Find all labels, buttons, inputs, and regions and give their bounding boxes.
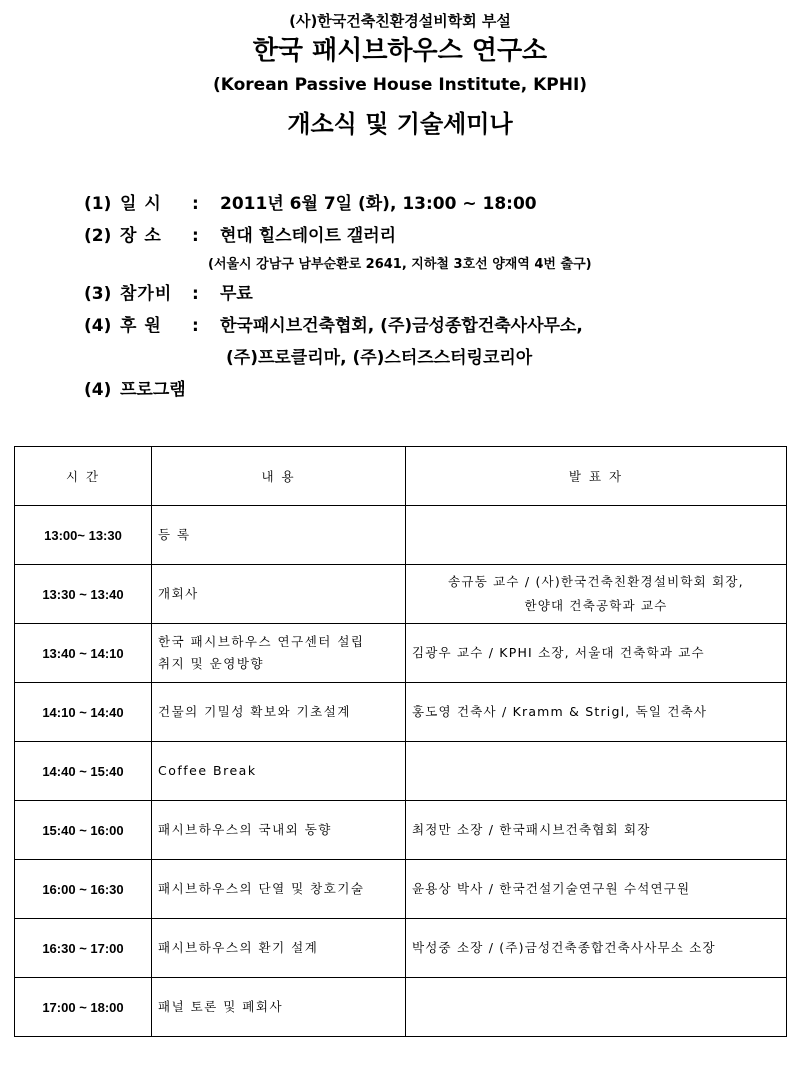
content-line-2: 취지 및 운영방향 [158, 656, 264, 671]
header-time: 시 간 [15, 447, 152, 506]
cell-content: Coffee Break [152, 742, 406, 801]
cell-speaker [406, 742, 787, 801]
info-label: 일 시 [120, 194, 162, 214]
organization-line: (사)한국건축친환경설비학회 부설 [289, 12, 511, 30]
table-row [15, 683, 787, 742]
table-row [15, 978, 787, 1037]
info-label: 후 원 [120, 316, 162, 336]
cell-speaker: 박성중 소장 / (주)금성건축종합건축사사무소 소장 [406, 919, 787, 978]
info-number: (1) [84, 194, 112, 214]
cell-content: 건물의 기밀성 확보와 기초설계 [152, 683, 406, 742]
table-row [15, 801, 787, 860]
table-row [15, 919, 787, 978]
info-value: 2011년 6월 7일 (화), 13:00 ~ 18:00 [220, 194, 537, 214]
cell-speaker: 홍도영 건축사 / Kramm & Strigl, 독일 건축사 [406, 683, 787, 742]
info-number: (3) [84, 284, 112, 304]
cell-content: 패시브하우스의 단열 및 창호기술 [152, 860, 406, 919]
cell-speaker: 김광우 교수 / KPHI 소장, 서울대 건축학과 교수 [406, 624, 787, 683]
cell-time: 15:40 ~ 16:00 [15, 801, 152, 860]
cell-time: 16:30 ~ 17:00 [15, 919, 152, 978]
table-row [15, 624, 787, 683]
table-row [15, 860, 787, 919]
table-row [15, 742, 787, 801]
address-text: (서울시 강남구 남부순환로 2641, 지하철 3호선 양재역 4번 출구) [208, 257, 592, 272]
info-label: 참가비 [120, 284, 173, 304]
info-date [84, 188, 784, 220]
program-table [14, 446, 787, 1037]
info-value: 무료 [220, 284, 253, 304]
info-label: 프로그램 [120, 380, 186, 400]
cell-time: 13:00~ 13:30 [15, 506, 152, 565]
cell-time: 13:30 ~ 13:40 [15, 565, 152, 624]
cell-time: 13:40 ~ 14:10 [15, 624, 152, 683]
info-value: 한국패시브건축협회, (주)금성종합건축사사무소, [220, 316, 583, 336]
cell-content: 패널 토론 및 폐회사 [152, 978, 406, 1037]
cell-content: 개회사 [152, 565, 406, 624]
institute-english-name: (Korean Passive House Institute, KPHI) [212, 75, 588, 95]
header-content: 내 용 [152, 447, 406, 506]
info-sponsor-continued [84, 342, 784, 374]
speaker-line-2: 한양대 건축공학과 교수 [524, 598, 668, 613]
cell-content [152, 624, 406, 683]
table-row [15, 565, 787, 624]
cell-speaker [406, 565, 787, 624]
cell-time: 14:10 ~ 14:40 [15, 683, 152, 742]
speaker-line-1: 송규동 교수 / (사)한국건축친환경설비학회 회장, [448, 574, 744, 589]
cell-speaker: 최정만 소장 / 한국패시브건축협회 회장 [406, 801, 787, 860]
info-sponsor [84, 310, 784, 342]
info-number: (4) [84, 380, 112, 400]
info-colon: : [192, 316, 199, 336]
info-colon: : [192, 284, 199, 304]
info-fee [84, 278, 784, 310]
cell-speaker: 윤용상 박사 / 한국건설기술연구원 수석연구원 [406, 860, 787, 919]
cell-time: 14:40 ~ 15:40 [15, 742, 152, 801]
table-header-row [15, 447, 787, 506]
cell-speaker [406, 506, 787, 565]
info-value: (주)프로클리마, (주)스터즈스터링코리아 [226, 348, 533, 368]
info-number: (4) [84, 316, 112, 336]
table-row [15, 506, 787, 565]
document-header [0, 10, 800, 144]
cell-time: 17:00 ~ 18:00 [15, 978, 152, 1037]
cell-time: 16:00 ~ 16:30 [15, 860, 152, 919]
institute-title: 한국 패시브하우스 연구소 [252, 36, 548, 66]
info-colon: : [192, 194, 199, 214]
event-info [84, 188, 784, 406]
info-value: 현대 힐스테이트 갤러리 [220, 226, 397, 246]
info-venue [84, 220, 784, 252]
cell-content: 등 록 [152, 506, 406, 565]
info-label: 장 소 [120, 226, 162, 246]
cell-content: 패시브하우스의 국내외 동향 [152, 801, 406, 860]
header-speaker: 발 표 자 [406, 447, 787, 506]
event-title: 개소식 및 기술세미나 [287, 110, 513, 138]
cell-content: 패시브하우스의 환기 설계 [152, 919, 406, 978]
info-colon: : [192, 226, 199, 246]
info-number: (2) [84, 226, 112, 246]
content-line-1: 한국 패시브하우스 연구센터 설립 [158, 634, 365, 649]
info-address [84, 252, 784, 278]
cell-speaker [406, 978, 787, 1037]
info-program [84, 374, 784, 406]
